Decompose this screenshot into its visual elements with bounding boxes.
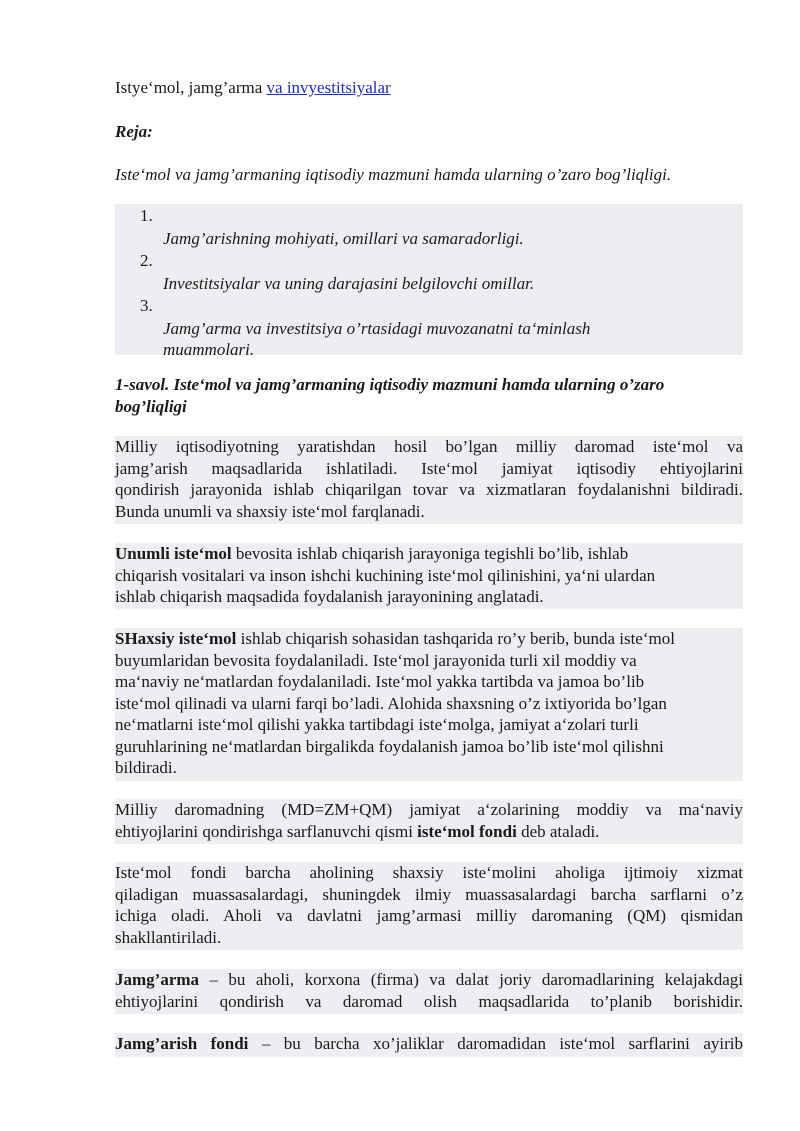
list-item: Jamg’arma va investitsiya o’rtasidagi muvozanatni ta‘minlash	[163, 319, 591, 338]
plan-intro: Iste‘mol va jamg’armaning iqtisodiy mazmuni hamda ularning o’zaro bog’liqligi.	[115, 165, 672, 184]
list-number: 2.	[140, 251, 153, 270]
term-bold: Jamg’arish fondi	[115, 1034, 249, 1053]
document-title: Istye‘mol, jamg’arma va invyestitsiyalar	[115, 78, 391, 97]
paragraph: SHaxsiy iste‘mol ishlab chiqarish sohasidan tashqarida ro’y berib, bunda iste‘mol buyumlaridan bevosita foydalaniladi. Iste‘mol jarayonida turli xil moddiy va ma‘naviy ne‘matlardan foydalaniladi. Iste‘mol yakka tartibda va jamoa bo’lib iste‘mol qilinadi va ularni farqi bo’ladi. Alohida shaxsning o’z ixtiyorida bo’lgan ne‘matlarni iste‘mol qilishi yakka tartibdagi iste‘molga, jamiyat a‘zolari turli guruhlarining ne‘matlardan birgalikda foydalanish jamoa bo’lib iste‘mol qilishni bildiradi.	[115, 628, 743, 781]
list-item: Jamg’arishning mohiyati, omillari va samaradorligi.	[163, 229, 524, 248]
term-bold: iste‘mol fondi	[417, 821, 517, 841]
list-item: muammolari.	[163, 340, 255, 359]
term-bold: SHaxsiy iste‘mol	[115, 629, 237, 648]
section-heading: 1-savol. Iste‘mol va jamg’armaning iqtisodiy mazmuni hamda ularning o’zaro bog’liqligi	[115, 375, 665, 416]
term-bold: Unumli iste‘mol	[115, 544, 232, 563]
plan-heading: Reja:	[115, 122, 153, 141]
list-number: 1.	[140, 206, 153, 225]
list-item: Investitsiyalar va uning darajasini belgilovchi omillar.	[163, 274, 535, 293]
paragraph: Jamg’arish fondi – bu barcha xo’jaliklar daromadidan iste‘mol sarflarini ayirib	[115, 1033, 743, 1057]
term-bold: Jamg’arma	[115, 970, 200, 989]
paragraph: Jamg’arma – bu aholi, korxona (firma) va dalat joriy daromadlarining kelajakdagi ehtiyojlarini qondirish va daromad olish maqsadlarida to’planib borishidir.	[115, 969, 743, 1014]
paragraph: Milliy daromadning (MD=ZM+QM) jamiyat a‘zolarining moddiy va ma‘naviy ehtiyojlarini qondirishga sarflanuvchi qismi iste‘mol fondi deb ataladi.	[115, 799, 743, 844]
paragraph: Unumli iste‘mol bevosita ishlab chiqarish jarayoniga tegishli bo’lib, ishlab chiqarish vositalari va inson ishchi kuchining iste‘mol qilinishini, ya‘ni ulardan ishlab chiqarish maqsadida foydalanish jarayonining anglatadi.	[115, 543, 743, 609]
paragraph: Milliy iqtisodiyotning yaratishdan hosil bo’lgan milliy daromad iste‘mol va jamg’arish maqsadlarida ishlatiladi. Iste‘mol jamiyat iqtisodiy ehtiyojlarini qondirish jarayonida ishlab chiqarilgan tovar va xizmatlaran foydalanishni bildiradi. Bunda unumli va shaxsiy iste‘mol farqlanadi.	[115, 436, 743, 524]
list-number: 3.	[140, 296, 153, 315]
paragraph: Iste‘mol fondi barcha aholining shaxsiy iste‘molini aholiga ijtimoiy xizmat qiladigan muassasalardagi, shuningdek ilmiy muassasalardagi barcha sarflarni o’z ichiga oladi. Aholi va davlatni jamg’armasi milliy daromaning (QM) qismidan shakllantiriladi.	[115, 862, 743, 950]
plan-list	[115, 204, 743, 359]
title-link[interactable]: va invyestitsiyalar	[266, 78, 391, 97]
